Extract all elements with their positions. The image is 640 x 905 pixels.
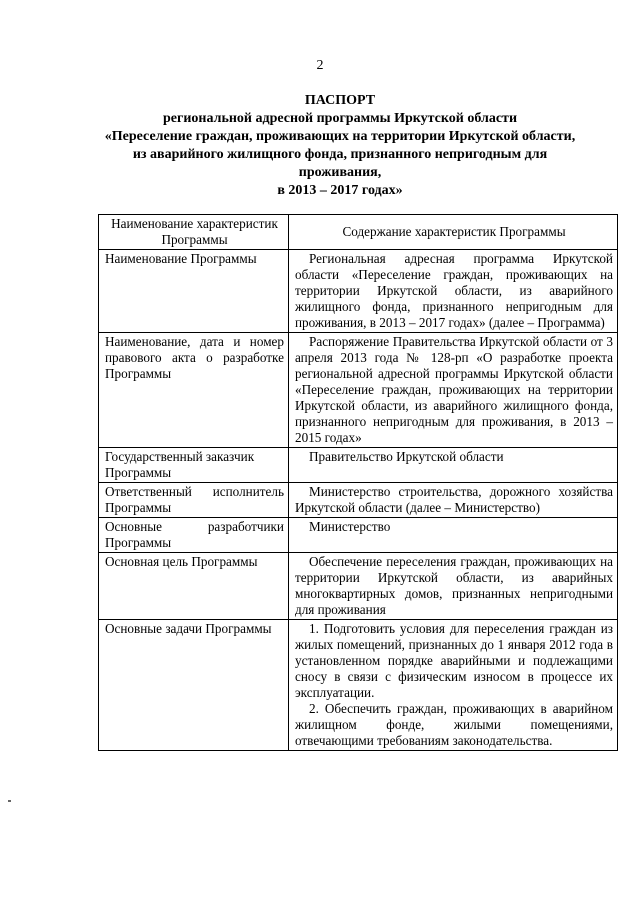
characteristic-content bbox=[289, 518, 618, 553]
title-line-5: проживания, bbox=[298, 165, 382, 180]
characteristic-content bbox=[289, 483, 618, 518]
header-characteristic-content: Содержание характеристик Программы bbox=[289, 215, 618, 250]
characteristic-content bbox=[289, 448, 618, 483]
scan-mark bbox=[8, 800, 11, 802]
characteristic-content bbox=[289, 620, 618, 751]
header-characteristic-name: Наименование характеристик Программы bbox=[99, 215, 289, 250]
title-line-4: из аварийного жилищного фонда, признанного непригодным для bbox=[132, 147, 548, 162]
characteristic-name-text: Ответственный исполнитель Программы bbox=[105, 484, 284, 515]
characteristic-name bbox=[99, 483, 289, 518]
characteristic-content bbox=[289, 553, 618, 620]
characteristic-name bbox=[99, 333, 289, 448]
content-paragraph: Распоряжение Правительства Иркутской области от 3 апреля 2013 года № 128-рп «О разработке проекта региональной адресной программы Иркутской области «Переселение граждан, проживающих на территории Иркутской области, из аварийного жилищного фонда, признанного непригодным для проживания, в 2013 – 2015 годах» bbox=[295, 334, 613, 445]
document-title bbox=[90, 92, 590, 200]
table-header-row bbox=[99, 215, 618, 250]
table-row bbox=[99, 250, 618, 333]
characteristic-name-text: Основные разработчики Программы bbox=[105, 519, 284, 550]
content-paragraph: Министерство строительства, дорожного хозяйства Иркутской области (далее – Министерство) bbox=[295, 484, 613, 515]
title-line-2: региональной адресной программы Иркутской области bbox=[162, 111, 518, 126]
table-row bbox=[99, 620, 618, 751]
passport-table bbox=[98, 214, 618, 751]
table-row bbox=[99, 448, 618, 483]
content-paragraph: Правительство Иркутской области bbox=[309, 449, 504, 464]
content-paragraph: 1. Подготовить условия для переселения граждан из жилых помещений, признанных до 1 января 2012 года в установленном порядке аварийными и подлежащими сносу в связи с физическим износом в процессе их эксплуатации. bbox=[295, 621, 613, 700]
characteristic-name-text: Наименование, дата и номер правового акта о разработке Программы bbox=[105, 334, 284, 381]
table-row bbox=[99, 483, 618, 518]
page-number: 2 bbox=[316, 58, 324, 73]
characteristic-name: Наименование Программы bbox=[99, 250, 289, 333]
title-line-3: «Переселение граждан, проживающих на территории Иркутской области, bbox=[104, 129, 576, 144]
content-paragraph: Региональная адресная программа Иркутской области «Переселение граждан, проживающих на территории Иркутской области, из аварийного жилищного фонда, признанного непригодным для проживания, в 2013 – 2017 годах» (далее – Программа) bbox=[295, 251, 613, 330]
characteristic-name: Основная цель Программы bbox=[99, 553, 289, 620]
content-paragraph: Обеспечение переселения граждан, проживающих на территории Иркутской области, из аварийных многоквартирных домов, признанных непригодными для проживания bbox=[295, 554, 613, 617]
characteristic-name: Основные задачи Программы bbox=[99, 620, 289, 751]
characteristic-name bbox=[99, 518, 289, 553]
characteristic-name: Государственный заказчик Программы bbox=[99, 448, 289, 483]
table-row bbox=[99, 553, 618, 620]
table-row bbox=[99, 518, 618, 553]
table-row bbox=[99, 333, 618, 448]
title-line-6: в 2013 – 2017 годах» bbox=[277, 183, 403, 198]
characteristic-content bbox=[289, 250, 618, 333]
characteristic-content bbox=[289, 333, 618, 448]
content-paragraph: 2. Обеспечить граждан, проживающих в аварийном жилищном фонде, жилыми помещениями, отвечающими требованиям законодательства. bbox=[295, 701, 613, 748]
content-paragraph: Министерство bbox=[309, 519, 391, 534]
title-line-1: ПАСПОРТ bbox=[304, 93, 376, 108]
